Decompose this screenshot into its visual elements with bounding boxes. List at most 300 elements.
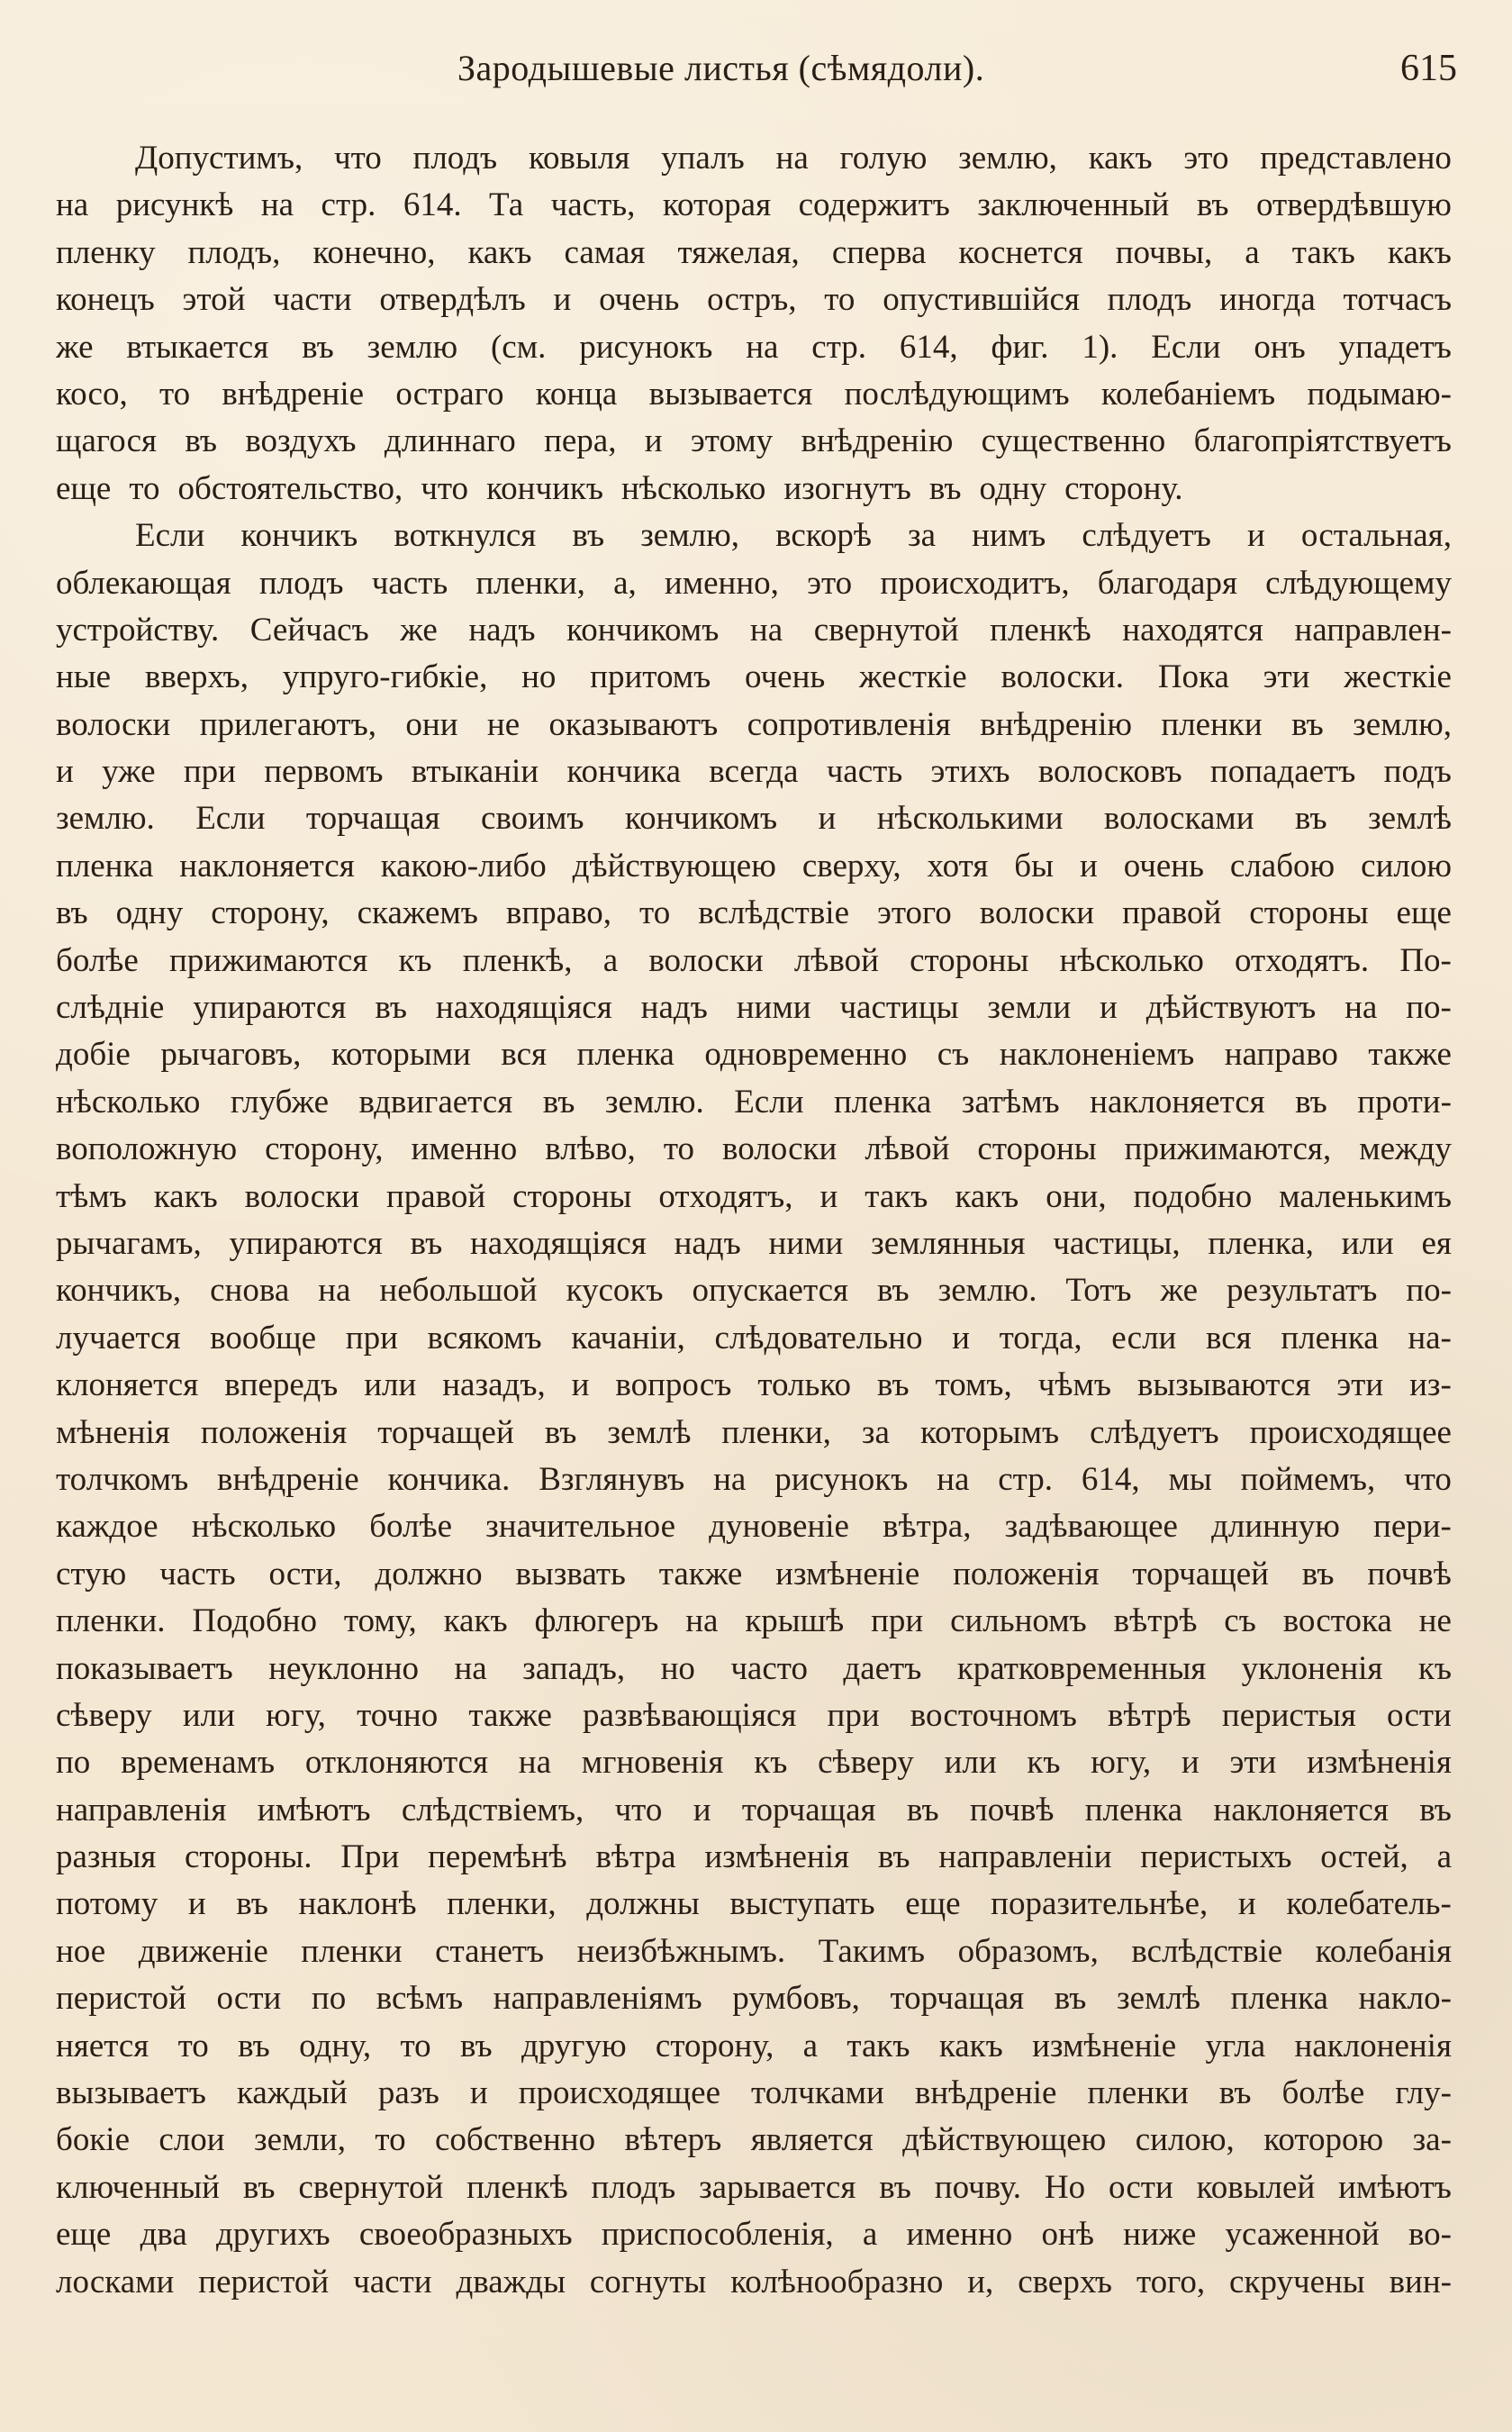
text-word: на <box>775 140 809 177</box>
text-word: въ <box>1196 186 1229 224</box>
text-word: нѣсколькими <box>876 800 1064 838</box>
text-word: угла <box>1205 2027 1266 2064</box>
text-word: на <box>746 328 779 366</box>
text-word: даетъ <box>843 1649 922 1687</box>
text-word: сторону, <box>265 1130 384 1168</box>
text-word: же <box>56 328 94 366</box>
text-word: нѣсколько <box>191 1508 337 1546</box>
text-word: разныя <box>56 1838 157 1876</box>
text-word: находящіяся <box>469 1224 647 1262</box>
running-title: Зародышевые листья (сѣмядоли). <box>457 48 985 88</box>
text-word: прижимаются, <box>1124 1130 1332 1168</box>
text-word: отходятъ, <box>658 1177 793 1215</box>
text-line-40 <box>56 1975 1452 2022</box>
text-line-20 <box>56 1031 1452 1078</box>
text-word: измѣненія <box>704 1838 850 1876</box>
text-word: опустившійся <box>883 281 1080 319</box>
text-word: сверху, <box>801 847 901 885</box>
text-word: всякомъ <box>427 1319 542 1357</box>
text-word: воположную <box>56 1130 238 1168</box>
text-line-42 <box>56 2070 1452 2117</box>
text-word: ними <box>768 1224 844 1262</box>
text-word: въ <box>1295 1083 1327 1121</box>
text-word: лучается <box>56 1319 181 1357</box>
text-word: этого <box>876 894 952 932</box>
text-word: (см. <box>490 328 547 366</box>
text-word: и <box>469 2074 488 2112</box>
text-word: свернутой <box>813 611 959 649</box>
text-word: какъ <box>938 2027 1003 2064</box>
text-word: находятся <box>1122 611 1263 649</box>
text-word: стую <box>56 1555 127 1593</box>
text-word: не <box>486 705 521 743</box>
text-line-4 <box>56 277 1452 323</box>
text-word: воздухъ <box>245 422 357 460</box>
text-word: вѣтеръ <box>624 2121 722 2159</box>
text-word: ости <box>1387 1696 1452 1734</box>
text-word: или <box>1341 1224 1394 1262</box>
text-word: оказываютъ <box>548 705 719 743</box>
text-word: существенно <box>981 422 1166 460</box>
text-word: это <box>807 564 853 602</box>
text-word: колебаніемъ <box>1100 375 1276 413</box>
text-word: косо, <box>56 375 128 413</box>
text-word: станетъ <box>435 1932 545 1970</box>
text-word: не <box>1418 1602 1452 1640</box>
text-word: части <box>273 281 352 319</box>
text-word: движеніе <box>138 1932 268 1970</box>
text-word: землю <box>367 328 458 366</box>
text-word: землянныя <box>871 1224 1026 1262</box>
text-word: внѣдреніе <box>217 1460 359 1498</box>
text-word: слѣдуетъ <box>1090 1413 1219 1451</box>
text-word: пленки. <box>56 1602 166 1640</box>
text-word: ости <box>1108 2168 1173 2206</box>
text-word: развѣвающіяся <box>583 1696 797 1734</box>
text-word: 614, <box>899 328 958 366</box>
text-word: лѣвой <box>793 941 879 979</box>
text-word: слѣдніе <box>56 989 165 1027</box>
text-word: тѣмъ <box>56 1177 127 1215</box>
text-word: какъ <box>1387 233 1452 271</box>
text-line-24 <box>56 1221 1452 1267</box>
text-word: благопріятствуетъ <box>1193 422 1452 460</box>
text-word: землю, <box>958 140 1057 177</box>
text-word: потому <box>56 1885 158 1923</box>
text-word: и <box>56 753 74 791</box>
text-word: наклоняется <box>179 847 355 885</box>
text-word: также <box>658 1555 743 1593</box>
text-word: свернутой <box>298 2168 444 2206</box>
text-line-15 <box>56 795 1452 842</box>
text-word: При <box>340 1838 400 1876</box>
text-word: чѣмъ <box>1037 1366 1111 1404</box>
text-word: поразительнѣе, <box>991 1885 1209 1923</box>
text-word: землю. <box>937 1272 1037 1310</box>
text-word: томъ, <box>935 1366 1012 1404</box>
text-word: восточномъ <box>910 1696 1077 1734</box>
text-word: съ <box>1224 1602 1256 1640</box>
text-word: въ <box>56 894 88 932</box>
text-word: вверхъ, <box>144 658 249 696</box>
text-line-14 <box>56 749 1452 795</box>
text-word: пленкѣ <box>990 611 1091 649</box>
text-word: Та <box>489 186 524 224</box>
text-word: впередъ <box>224 1366 339 1404</box>
text-word: имѣютъ <box>257 1791 371 1829</box>
text-word: упираются <box>229 1224 383 1262</box>
text-word: на <box>713 1460 747 1498</box>
text-word: дѣйствующею <box>902 2121 1107 2159</box>
text-word: или <box>364 1366 417 1404</box>
text-word: какъ <box>467 233 532 271</box>
text-word: почвѣ <box>969 1791 1055 1829</box>
text-word: и <box>952 1319 970 1357</box>
text-word: при <box>345 1319 398 1357</box>
text-word: слои <box>158 2121 225 2159</box>
text-word: часть <box>371 564 448 602</box>
text-line-22 <box>56 1126 1452 1173</box>
text-word: сторону. <box>1064 469 1183 507</box>
text-word: тогда, <box>999 1319 1082 1357</box>
text-word: ключенный <box>56 2168 220 2206</box>
text-word: землю, <box>640 517 739 555</box>
text-word: втыкается <box>126 328 269 366</box>
text-word: слѣдуетъ <box>1082 517 1211 555</box>
text-word: вѣтрѣ <box>1113 1602 1198 1640</box>
text-word: направленіямъ <box>493 1980 702 2018</box>
text-word: эти <box>1336 1366 1384 1404</box>
text-word: волоски <box>56 705 171 743</box>
text-word: что <box>1404 1460 1452 1498</box>
text-word: перистой <box>56 1980 186 2018</box>
text-word: этому <box>690 422 774 460</box>
text-word: которая <box>662 186 772 224</box>
running-header <box>70 41 1457 95</box>
text-word: дуновеніе <box>709 1508 849 1546</box>
text-word: жесткіе <box>859 658 967 696</box>
text-word: накло- <box>1358 1980 1452 2018</box>
text-word: флюгеръ <box>534 1602 659 1640</box>
text-word: происходитъ, <box>880 564 1070 602</box>
text-word: болѣе <box>369 1508 453 1546</box>
text-word: а <box>802 2027 819 2064</box>
text-word: уклоненія <box>1241 1649 1383 1687</box>
text-word: фиг. <box>991 328 1049 366</box>
text-word: ними <box>736 989 811 1027</box>
text-word: ея <box>1421 1224 1452 1262</box>
text-word: и <box>1100 989 1118 1027</box>
text-line-27 <box>56 1362 1452 1409</box>
text-word: очень <box>599 281 680 319</box>
text-word: задѣвающее <box>1004 1508 1178 1546</box>
text-word: бы <box>1014 847 1054 885</box>
text-word: правой <box>385 1177 486 1215</box>
text-word: колебанія <box>1315 1932 1452 1970</box>
text-word: коснется <box>958 233 1083 271</box>
text-word: клоняется <box>56 1366 199 1404</box>
text-word: волосками <box>1103 800 1254 838</box>
text-word: вдвигается <box>358 1083 513 1121</box>
text-word: мѣненія <box>56 1413 170 1451</box>
text-word: находящіяся <box>435 989 612 1027</box>
text-word: силою, <box>1135 2121 1235 2159</box>
text-word: наклонѣ <box>298 1885 417 1923</box>
text-word: во- <box>1408 2216 1452 2254</box>
text-line-2 <box>56 182 1452 229</box>
text-word: къ <box>1417 1649 1452 1687</box>
text-word: упруго-гибкіе, <box>282 658 488 696</box>
text-line-19 <box>56 985 1452 1031</box>
text-word: часть <box>826 753 903 791</box>
text-word: волосковъ <box>1037 753 1182 791</box>
text-word: другихъ <box>216 2216 330 2254</box>
text-word: а <box>1436 1838 1452 1876</box>
text-word: иногда <box>1219 281 1316 319</box>
text-word: рисунокъ <box>579 328 713 366</box>
text-word: рычагамъ, <box>56 1224 202 1262</box>
text-word: ковыля <box>528 140 630 177</box>
text-word: изогнутъ <box>783 469 911 507</box>
text-word: попадаетъ <box>1209 753 1356 791</box>
text-line-30 <box>56 1503 1452 1550</box>
text-word: одну <box>115 894 184 932</box>
text-word: въ <box>302 328 334 366</box>
text-word: на <box>937 1460 970 1498</box>
text-word: приспособленія, <box>601 2216 834 2254</box>
text-word: въ <box>542 1083 575 1121</box>
text-word: волоски <box>244 1177 359 1215</box>
text-word: пленка <box>56 847 154 885</box>
text-word: того, <box>1136 2263 1206 2300</box>
text-word: точно <box>357 1696 439 1734</box>
text-word: имѣютъ <box>1338 2168 1452 2206</box>
text-word: должно <box>375 1555 483 1593</box>
text-word: дважды <box>456 2263 566 2300</box>
text-word: плодъ <box>591 2168 676 2206</box>
text-word: очень <box>745 658 826 696</box>
text-line-23 <box>56 1174 1452 1221</box>
text-word: Подобно <box>192 1602 317 1640</box>
text-word: а <box>1245 233 1260 271</box>
text-word: сторону, <box>655 2027 774 2064</box>
text-word: воткнулся <box>394 517 537 555</box>
text-word: и <box>1237 1885 1256 1923</box>
text-word: направо <box>1224 1036 1338 1074</box>
text-word: перистыя <box>1221 1696 1356 1734</box>
text-word: въ <box>879 2168 911 2206</box>
text-word: рисункѣ <box>115 186 234 224</box>
text-word: и <box>571 1366 590 1404</box>
text-word: именно <box>906 2216 1013 2254</box>
text-line-10 <box>56 560 1452 607</box>
text-word: торчащая <box>741 1791 876 1829</box>
text-word: какъ <box>955 1177 1019 1215</box>
text-word: благодаря <box>1097 564 1237 602</box>
text-word: плодъ, <box>187 233 281 271</box>
text-word: скажемъ <box>357 894 478 932</box>
text-word: ниже <box>1123 2216 1197 2254</box>
text-word: кончикъ, <box>56 1272 182 1310</box>
text-word: вызывается <box>648 375 813 413</box>
text-word: на <box>454 1649 487 1687</box>
text-word: торчащая <box>305 800 440 838</box>
text-word: то <box>177 2027 209 2064</box>
text-word: а <box>862 2216 878 2254</box>
text-word: надъ <box>640 989 708 1027</box>
text-word: еще <box>905 1885 961 1923</box>
text-word: къ <box>1027 1744 1061 1782</box>
text-word: сверхъ <box>1018 2263 1113 2300</box>
text-word: то <box>375 2121 406 2159</box>
text-word: пленкѣ <box>466 2168 568 2206</box>
text-word: въ <box>236 1885 268 1923</box>
text-word: пленки, <box>475 564 585 602</box>
text-word: къ <box>754 1744 788 1782</box>
text-word: бокіе <box>56 2121 131 2159</box>
text-word: Допустимъ, <box>135 140 303 177</box>
text-word: глу- <box>1395 2074 1452 2112</box>
text-word: востока <box>1282 1602 1392 1640</box>
text-word: по <box>311 1980 347 2018</box>
text-word: стр. <box>998 1460 1054 1498</box>
text-word: кончикомъ <box>624 800 778 838</box>
text-word: направленія <box>56 1791 227 1829</box>
text-word: въ <box>877 1272 910 1310</box>
text-word: самая <box>564 233 646 271</box>
text-word: стороны <box>1249 894 1369 932</box>
text-word: часть, <box>550 186 636 224</box>
text-word: стороны <box>512 1177 632 1215</box>
text-word: частицы <box>839 989 959 1027</box>
text-word: отвердѣвшую <box>1256 186 1452 224</box>
text-word: почву. <box>934 2168 1021 2206</box>
text-word: землю. <box>56 800 155 838</box>
text-word: еще <box>1396 894 1452 932</box>
text-word: югу, <box>266 1696 326 1734</box>
text-word: въ <box>544 1413 577 1451</box>
text-word: но <box>660 1649 695 1687</box>
text-line-44 <box>56 2164 1452 2211</box>
text-word: очень <box>1123 847 1204 885</box>
text-word: внѣдренію <box>801 422 954 460</box>
text-word: подобно <box>1133 1177 1253 1215</box>
text-word: что <box>421 469 469 507</box>
text-word: рычаговъ, <box>160 1036 302 1074</box>
text-line-16 <box>56 843 1452 890</box>
text-word: часть <box>159 1555 236 1593</box>
text-word: устройству. <box>56 611 220 649</box>
text-word: дѣйствуютъ <box>1145 989 1317 1027</box>
text-word: землю, <box>1353 705 1452 743</box>
text-word: согнуты <box>589 2263 707 2300</box>
text-word: вин- <box>1389 2263 1452 2300</box>
text-word: ковылей <box>1196 2168 1316 2206</box>
text-word: торчащей <box>1132 1555 1269 1593</box>
text-word: которою <box>1263 2121 1384 2159</box>
text-word: торчащая <box>890 1980 1025 2018</box>
text-word: разъ <box>377 2074 439 2112</box>
text-word: отклоняются <box>304 1744 489 1782</box>
text-word: по- <box>1406 1272 1452 1310</box>
text-word: сильномъ <box>950 1602 1087 1640</box>
text-word: то <box>400 2027 431 2064</box>
text-word: небольшой <box>379 1272 538 1310</box>
text-word: въ <box>1294 800 1327 838</box>
text-word: по- <box>1406 989 1452 1027</box>
text-word: сѣверу <box>818 1744 914 1782</box>
text-word: такъ <box>1291 233 1355 271</box>
text-word: западъ, <box>522 1649 626 1687</box>
text-word: каждый <box>236 2074 348 2112</box>
text-word: перистой <box>198 2263 330 2300</box>
text-word: мгновенія <box>581 1744 724 1782</box>
text-word: пленки <box>301 1932 403 1970</box>
main-text-block <box>56 135 1452 2306</box>
text-word: внѣдреніе <box>914 2074 1057 2112</box>
text-word: нѣсколько <box>620 469 766 507</box>
text-word: и <box>1247 517 1265 555</box>
text-word: перемѣнѣ <box>428 1838 567 1876</box>
text-line-29 <box>56 1456 1452 1503</box>
text-word: эти <box>1263 658 1310 696</box>
text-word: крышѣ <box>745 1602 845 1640</box>
text-line-17 <box>56 890 1452 937</box>
text-word: прилегаютъ, <box>199 705 377 743</box>
text-word: измѣненія <box>1307 1744 1452 1782</box>
text-word: временамъ <box>121 1744 276 1782</box>
text-word: если <box>1111 1319 1177 1357</box>
text-word: въ <box>572 517 605 555</box>
text-word: такъ <box>847 2027 910 2064</box>
text-word: сопротивленія <box>747 705 951 743</box>
text-word: въ <box>928 469 962 507</box>
text-word: втыканіи <box>411 753 539 791</box>
text-word: волоски <box>722 1130 837 1168</box>
text-word: содержитъ <box>798 186 950 224</box>
text-word: то <box>663 1130 694 1168</box>
text-word: измѣненіе <box>775 1555 920 1593</box>
text-line-31 <box>56 1551 1452 1598</box>
text-line-18 <box>56 938 1452 985</box>
text-word: же <box>1160 1272 1198 1310</box>
text-word: лѣвой <box>865 1130 950 1168</box>
page-number: 615 <box>1400 48 1457 89</box>
text-word: всегда <box>709 753 799 791</box>
text-word: земли, <box>254 2121 346 2159</box>
text-word: пленки, <box>447 1885 557 1923</box>
text-word: эти <box>1229 1744 1277 1782</box>
text-word: и <box>693 1791 711 1829</box>
text-word: и <box>187 1885 206 1923</box>
text-word: съ <box>937 1036 970 1074</box>
text-word: почвѣ <box>1367 1555 1452 1593</box>
text-word: и <box>553 281 572 319</box>
text-word: наклоненія <box>1294 2027 1452 2064</box>
text-word: или <box>944 1744 997 1782</box>
text-word: въ <box>1291 705 1324 743</box>
text-word: за <box>908 517 937 555</box>
text-word: въ <box>1054 1980 1087 2018</box>
text-word: же <box>400 611 438 649</box>
text-word: вызываетъ <box>56 2074 206 2112</box>
text-word: въ <box>238 2027 270 2064</box>
text-word: няется <box>56 2027 149 2064</box>
text-word: земли <box>987 989 1072 1027</box>
text-line-5 <box>56 324 1452 371</box>
text-word: на <box>518 1744 552 1782</box>
text-word: а, <box>613 564 637 602</box>
